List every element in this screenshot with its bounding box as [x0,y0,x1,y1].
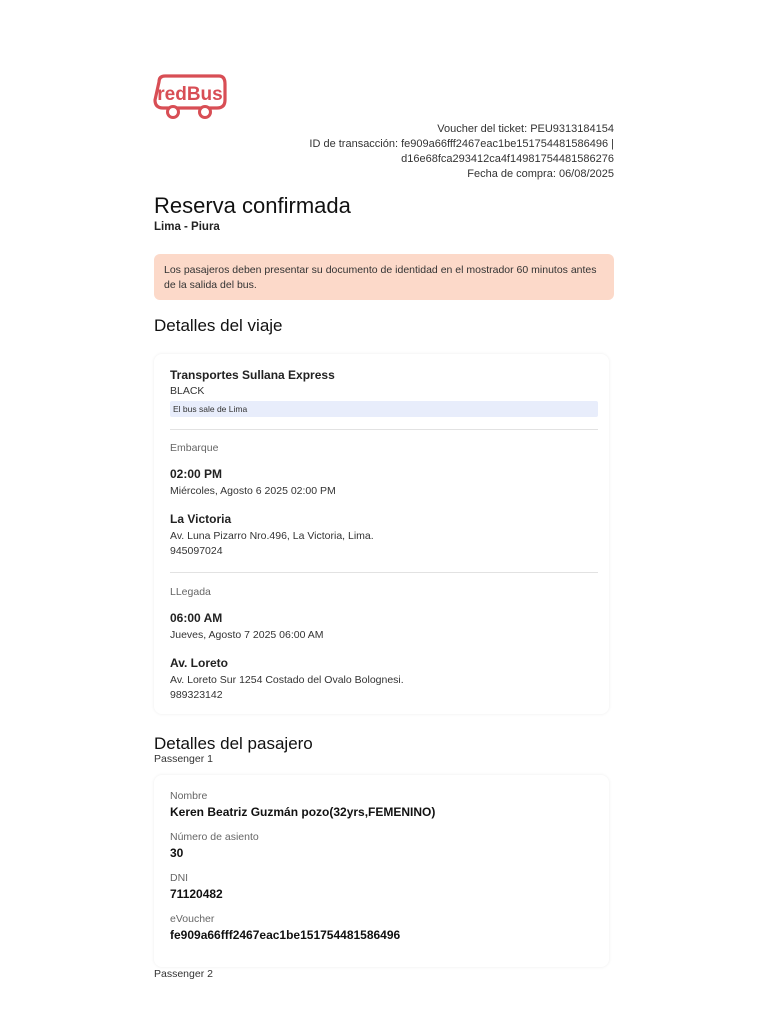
arrival-phone: 989323142 [170,689,223,701]
passenger-name: Keren Beatriz Guzmán pozo(32yrs,FEMENINO) [170,805,436,819]
id-notice: Los pasajeros deben presentar su documento de identidad en el mostrador 60 minutos antes de la salida del bus. [154,254,614,300]
boarding-label: Embarque [170,442,219,454]
dni-value: 71120482 [170,887,223,901]
redbus-logo [153,74,227,120]
boarding-place: La Victoria [170,512,232,526]
transaction-id-line1: ID de transacción: fe909a66fff2467eac1be151754481586496 | [309,138,614,150]
passenger-section-title: Detalles del pasajero [154,734,313,753]
evoucher-label: eVoucher [170,913,215,925]
logo-text: redBus [157,84,223,105]
seat-number: 30 [170,846,184,860]
transaction-id-line2: d16e68fca293412ca4f14981754481586276 [401,153,614,165]
seat-label: Número de asiento [170,831,259,843]
bus-type: BLACK [170,385,205,397]
evoucher-value: fe909a66fff2467eac1be151754481586496 [170,928,401,942]
boarding-time: 02:00 PM [170,467,223,481]
arrival-label: LLegada [170,586,211,598]
name-label: Nombre [170,790,208,802]
divider [170,572,598,573]
boarding-date: Miércoles, Agosto 6 2025 02:00 PM [170,485,336,497]
arrival-date: Jueves, Agosto 7 2025 06:00 AM [170,629,324,641]
route: Lima - Piura [154,221,220,233]
divider [170,429,598,430]
boarding-phone: 945097024 [170,545,223,557]
boarding-address: Av. Luna Pizarro Nro.496, La Victoria, Lima. [170,530,374,542]
arrival-address: Av. Loreto Sur 1254 Costado del Ovalo Bolognesi. [170,674,404,686]
arrival-time: 06:00 AM [170,611,223,625]
ticket-meta [309,122,614,182]
purchase-date: Fecha de compra: 06/08/2025 [467,168,614,180]
page-title: Reserva confirmada [154,193,351,218]
arrival-place: Av. Loreto [170,656,229,670]
passenger-card [154,775,609,967]
departure-note: El bus sale de Lima [170,401,598,417]
passenger-2-label: Passenger 2 [154,968,213,980]
trip-details-card [154,354,609,714]
operator-name: Transportes Sullana Express [170,368,335,382]
trip-section-title: Detalles del viaje [154,316,283,335]
dni-label: DNI [170,872,189,884]
voucher-id: Voucher del ticket: PEU9313184154 [437,123,614,135]
passenger-1-label: Passenger 1 [154,753,213,765]
